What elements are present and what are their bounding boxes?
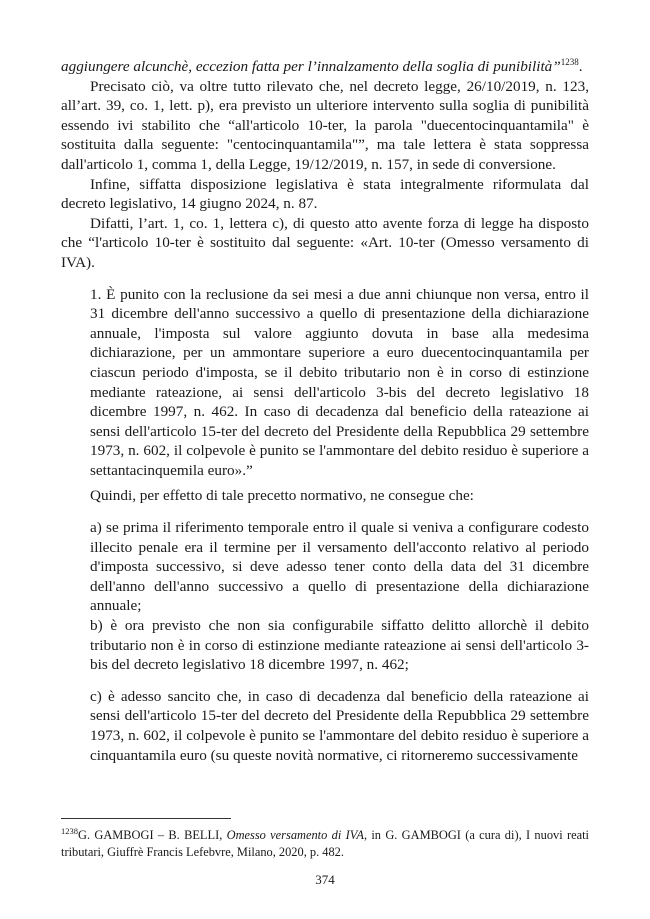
footnote-reference[interactable]: 1238 [560, 56, 579, 67]
paragraph-riformulata: Infine, siffatta disposizione legislativa è stata integralmente riformulata dal decreto legislativo, 14 giugno 2024, n. 87. [61, 175, 589, 213]
block-quote-art-10-ter: 1. È punito con la reclusione da sei mesi a due anni chiunque non versa, entro il 31 dicembre dell'anno successivo a quello di presentazione della dichiarazione annuale, l'imposta sul valore aggiunto dovuta in base alla medesima dichiarazione, per un ammontare superiore a euro duecentocinquantamila per ciascun periodo d'imposta, se il debito tributario non è in corso di estinzione mediante rateazione, ai sensi dell'articolo 3-bis del decreto legislativo 18 dicembre 1997, n. 462. In caso di decadenza dal beneficio della rateazione ai sensi dell'articolo 15-ter del decreto del Presidente della Repubblica 29 settembre 1973, n. 602, il colpevole è punito se l'ammontare del debito residuo è superiore a settantacinquemila euro».” [90, 285, 589, 479]
main-text [61, 57, 589, 765]
list-item-b: b) è ora previsto che non sia configurabile siffatto delitto allorchè il debito tributario non è in corso di estinzione mediante rateazione ai sensi dell'articolo 3-bis del decreto legislativo 18 dicembre 1997, n. 462; [90, 617, 589, 674]
paragraph-difatti: Difatti, l’art. 1, co. 1, lettera c), di questo atto avente forza di legge ha disposto che “l'articolo 10-ter è sostituito dal seguente: «Art. 10-ter (Omesso versamento di IVA). [61, 214, 589, 271]
footnote-authors: G. GAMBOGI – B. BELLI, [78, 828, 227, 842]
paragraph-continuation: aggiungere alcunchè, eccezion fatta per l’innalzamento della soglia di punibilità”$^{1238}$. [61, 56, 583, 75]
footnote-citation: , in G. GAMBOGI (a cura di), I nuovi reati tributari, Giuffrè Francis Lefebvre, Milano, 2020, p. 482. [61, 828, 589, 860]
list-item-c: c) è adesso sancito che, in caso di decadenza dal beneficio della rateazione ai sensi dell'articolo 15-ter del decreto del Presidente della Repubblica 29 settembre 1973, n. 602, il colpevole è punito se l'ammontare del debito residuo è superiore a cinquantamila euro (su queste novità normative, ci ritorneremo successivamente [90, 687, 589, 764]
footnote-separator [61, 818, 231, 819]
paragraph-quindi: Quindi, per effetto di tale precetto normativo, ne consegue che: [90, 487, 474, 505]
list-item-a: a) se prima il riferimento temporale entro il quale si veniva a configurare codesto illecito penale era il termine per il versamento dell'acconto relativo al periodo d'imposta successivo, si deve adesso tener conto della data del 31 dicembre dell'anno dell'anno successivo a quello di presentazione della dichiarazione annuale; [90, 519, 589, 615]
footnote-number: 1238 [61, 825, 78, 836]
paragraph-decreto-2019: Precisato ciò, va oltre tutto rilevato che, nel decreto legge, 26/10/2019, n. 123, all’art. 39, co. 1, lett. p), era previsto un ulteriore intervento sulla soglia di punibilità essendo ivi stabilito che “all'articolo 10-ter, la parola "duecentocinquantamila" è sostituita dalla seguente: "centocinquantamila"”, ma tale lettera è stata soppressa dall'articolo 1, comma 1, della Legge, 19/12/2019, n. 157, in sede di conversione. [61, 77, 589, 173]
italic-quote-end: aggiungere alcunchè, eccezion fatta per l’innalzamento della soglia di punibilità” [61, 58, 561, 75]
consequences-list [61, 518, 589, 765]
footnote-title: Omesso versamento di IVA [226, 828, 364, 842]
footnote-1238 [61, 827, 589, 862]
page-number: 374 [315, 872, 335, 887]
